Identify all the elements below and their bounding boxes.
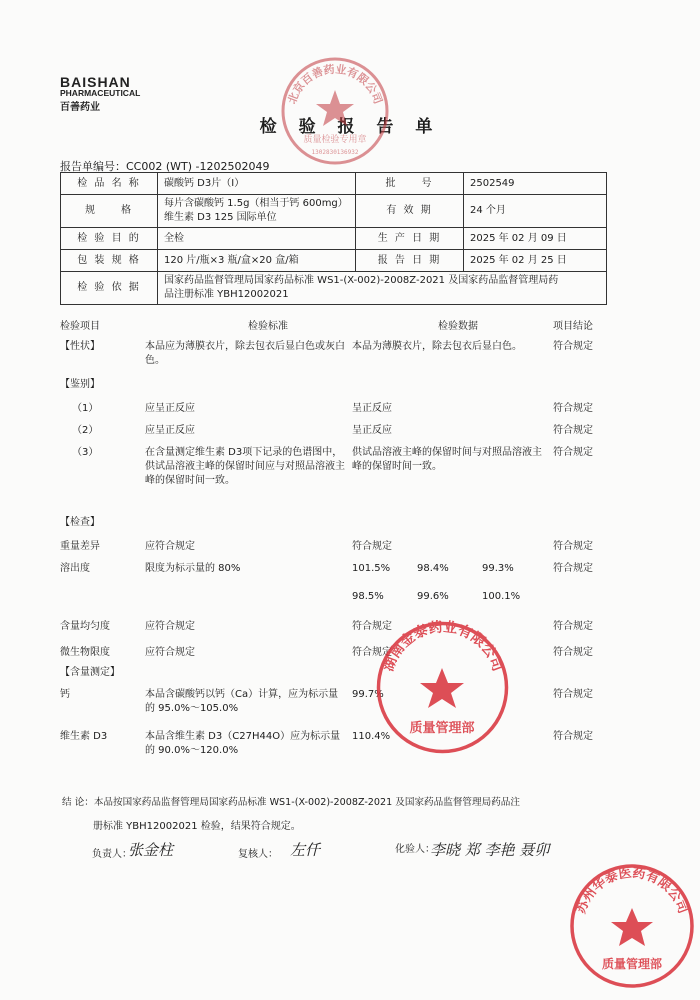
- dissolution-conclusion: 符合规定: [553, 563, 593, 574]
- seal3-text: 苏州华泰医药有限公司: [573, 865, 691, 916]
- spec-value: [158, 195, 356, 228]
- seal2-sub: 质量管理部: [409, 721, 475, 736]
- micro-standard: 应符合规定: [145, 647, 195, 658]
- vitd-label: 维生素 D3: [60, 731, 108, 742]
- company-logo-name: BAISHAN: [60, 74, 131, 90]
- star-icon: [611, 908, 653, 946]
- star-icon: [316, 90, 354, 126]
- company-logo-sub: PHARMACEUTICAL: [60, 88, 141, 98]
- product-label: 检 品 名 称: [61, 173, 158, 195]
- micro-conclusion: 符合规定: [553, 647, 593, 658]
- calcium-standard: 本品含碳酸钙以钙（Ca）计算，应为标示量的 95.0%～105.0%: [145, 689, 339, 714]
- id2-conclusion: 符合规定: [553, 425, 593, 436]
- vitd-data: 110.4%: [352, 731, 391, 742]
- section-check: 【检查】: [60, 517, 100, 528]
- micro-label: 微生物限度: [60, 647, 110, 658]
- id1-standard: 应呈正反应: [145, 403, 195, 414]
- spec-line2: 维生素 D3 125 国际单位: [164, 212, 277, 223]
- report-date-value: 2025 年 02 月 25 日: [464, 250, 607, 272]
- pack-value: 120 片/瓶×3 瓶/盒×20 盒/箱: [158, 250, 356, 272]
- seal1-number: 1302830136932: [311, 149, 359, 156]
- spec-label: 规 格: [61, 195, 158, 228]
- report-number: 报告单编号：CC002 (WT) -1202502049: [60, 160, 270, 173]
- batch-label: 批 号: [356, 173, 464, 195]
- header-item: 检验项目: [60, 321, 100, 332]
- calcium-data: 99.7%: [352, 689, 384, 700]
- id3-conclusion: 符合规定: [553, 447, 593, 458]
- diss-value: 99.6%: [417, 591, 449, 602]
- seal1-text: 北京百善药业有限公司: [285, 62, 385, 106]
- product-value: 碳酸钙 D3片（I）: [158, 173, 356, 195]
- traits-conclusion: 符合规定: [553, 341, 593, 352]
- basis-line2: 品注册标准 YBH12002021: [164, 289, 289, 300]
- section-traits: 【性状】: [60, 341, 100, 352]
- seal2-text: 湖南金泰药业有限公司: [380, 620, 506, 674]
- batch-value: 2502549: [464, 173, 607, 195]
- vitd-standard: 本品含维生素 D3（C27H44O）应为标示量的 90.0%～120.0%: [145, 731, 341, 756]
- diss-value: 98.4%: [417, 563, 449, 574]
- diss-value: 101.5%: [352, 563, 391, 574]
- info-table: [60, 172, 607, 305]
- weight-conclusion: 符合规定: [553, 541, 593, 552]
- diss-value: 100.1%: [482, 591, 521, 602]
- responsible-label: 负责人：: [92, 849, 132, 860]
- distributor-seal: [568, 862, 696, 990]
- star-icon: [420, 668, 464, 708]
- micro-data: 符合规定: [352, 647, 392, 658]
- id3-standard: 在含量测定维生素 D3项下记录的色谱图中，供试品溶液主峰的保留时间应与对照品溶液主峰的保留时间一致。: [145, 447, 345, 486]
- section-identify: 【鉴别】: [60, 379, 100, 390]
- spec-line1: 每片含碳酸钙 1.5g（相当于钙 600mg）: [164, 198, 348, 209]
- id2-standard: 应呈正反应: [145, 425, 195, 436]
- calcium-label: 钙: [60, 689, 70, 700]
- traits-standard: 本品应为薄膜衣片，除去包衣后显白色或灰白色。: [145, 341, 345, 366]
- weight-data: 符合规定: [352, 541, 392, 552]
- reviewer-label: 复核人：: [238, 849, 278, 860]
- traits-data: 本品为薄膜衣片，除去包衣后显白色。: [352, 341, 522, 352]
- calcium-conclusion: 符合规定: [553, 689, 593, 700]
- basis-label: 检 验 依 据: [61, 272, 158, 305]
- quality-dept-seal: [375, 620, 510, 755]
- header-standard: 检验标准: [248, 321, 288, 332]
- id3-data: 供试品溶液主峰的保留时间与对照品溶液主峰的保留时间一致。: [352, 447, 542, 472]
- id2-label: （2）: [72, 425, 99, 436]
- seal3-sub: 质量管理部: [601, 957, 663, 971]
- uniformity-conclusion: 符合规定: [553, 621, 593, 632]
- conclusion-line1: 结 论：本品按国家药品监督管理局国家药品标准 WS1-(X-002)-2008Z-2021 及国家药品监督管理局药品注: [62, 797, 520, 808]
- id1-conclusion: 符合规定: [553, 403, 593, 414]
- basis-value: [158, 272, 607, 305]
- diss-value: 99.3%: [482, 563, 514, 574]
- header-conclusion: 项目结论: [553, 321, 593, 332]
- report-title: 检 验 报 告 单: [259, 117, 441, 137]
- seal1-sub: 质量检验专用章: [303, 135, 367, 145]
- tester-signature: 李晓 郑 李艳 聂卯: [430, 841, 550, 859]
- dissolution-label: 溶出度: [60, 563, 90, 574]
- pack-label: 包 装 规 格: [61, 250, 158, 272]
- responsible-signature: 张金柱: [128, 841, 174, 859]
- purpose-value: 全检: [158, 228, 356, 250]
- weight-label: 重量差异: [60, 541, 100, 552]
- diss-value: 98.5%: [352, 591, 384, 602]
- purpose-label: 检 验 目 的: [61, 228, 158, 250]
- id1-label: （1）: [72, 403, 99, 414]
- report-date-label: 报 告 日 期: [356, 250, 464, 272]
- prod-date-label: 生 产 日 期: [356, 228, 464, 250]
- company-logo-cn: 百善药业: [60, 102, 100, 113]
- id1-data: 呈正反应: [352, 403, 392, 414]
- reviewer-signature: 左仟: [290, 841, 321, 859]
- tester-label: 化验人：: [395, 844, 435, 855]
- weight-standard: 应符合规定: [145, 541, 195, 552]
- svg-text:湖南金泰药业有限公司: [380, 620, 507, 674]
- header-data: 检验数据: [438, 321, 478, 332]
- valid-label: 有 效 期: [356, 195, 464, 228]
- id2-data: 呈正反应: [352, 425, 392, 436]
- section-assay: 【含量测定】: [60, 667, 120, 678]
- basis-line1: 国家药品监督管理局国家药品标准 WS1-(X-002)-2008Z-2021 及国家药品监督管理局药: [164, 275, 559, 286]
- id3-label: （3）: [72, 447, 99, 458]
- dissolution-standard: 限度为标示量的 80%: [145, 563, 241, 574]
- uniformity-label: 含量均匀度: [60, 621, 110, 632]
- inspection-seal: [280, 56, 390, 166]
- valid-value: 24 个月: [464, 195, 607, 228]
- uniformity-standard: 应符合规定: [145, 621, 195, 632]
- uniformity-data: 符合规定: [352, 621, 392, 632]
- prod-date-value: 2025 年 02 月 09 日: [464, 228, 607, 250]
- conclusion-line2: 册标准 YBH12002021 检验，结果符合规定。: [93, 821, 301, 832]
- vitd-conclusion: 符合规定: [553, 731, 593, 742]
